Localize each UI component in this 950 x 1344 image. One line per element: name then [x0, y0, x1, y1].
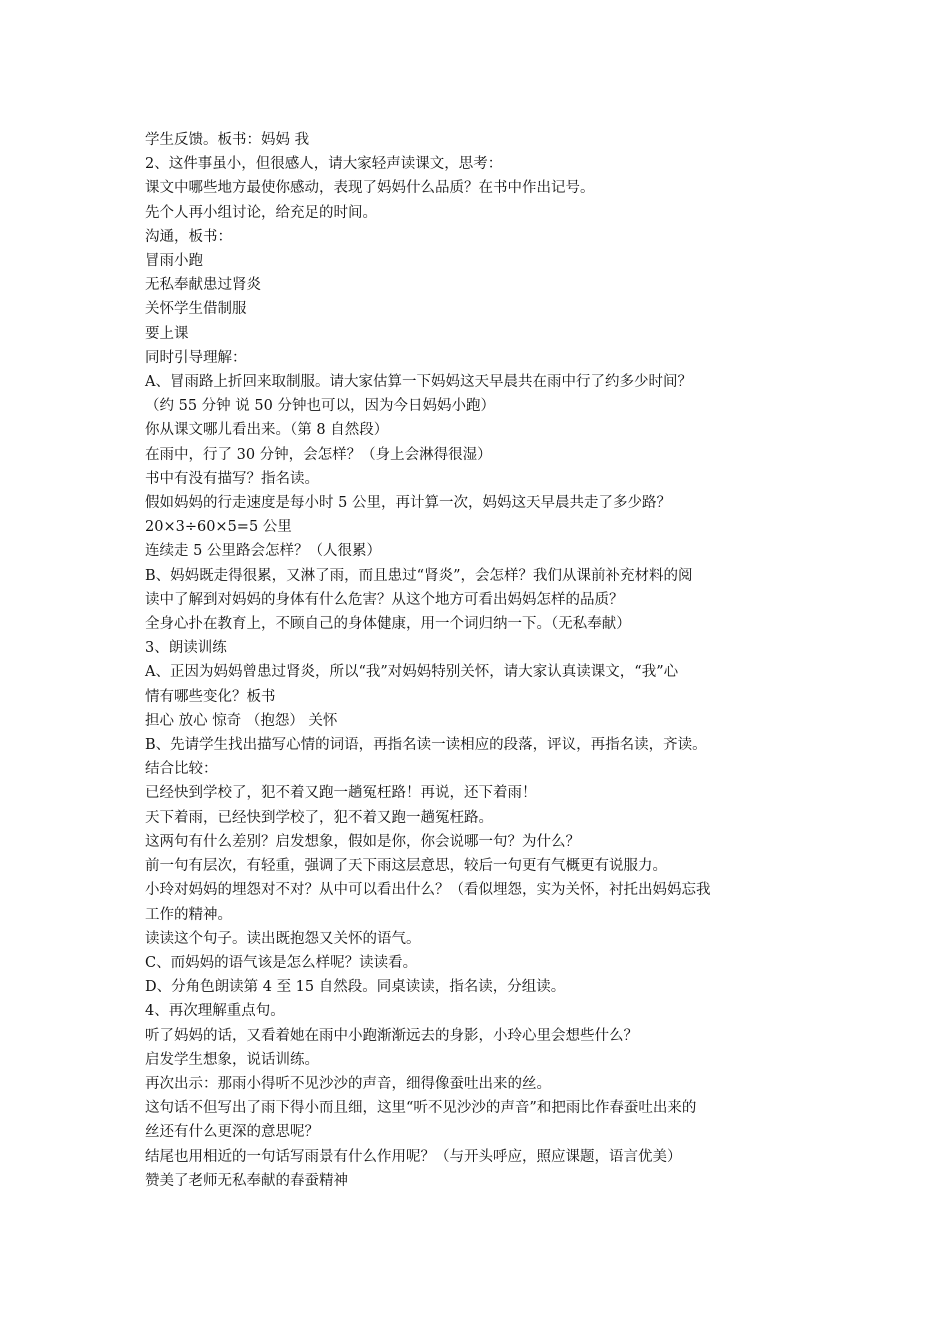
text-line: 担心 放心 惊奇 （抱怨） 关怀 [145, 712, 338, 729]
text-line: 3、朗读训练 [145, 640, 227, 657]
text-line: 听了妈妈的话，又看着她在雨中小跑渐渐远去的身影，小玲心里会想些什么？ [145, 1027, 638, 1044]
text-line: 再次出示：那雨小得听不见沙沙的声音，细得像蚕吐出来的丝。 [145, 1075, 551, 1092]
text-line: 丝还有什么更深的意思呢？ [145, 1124, 319, 1141]
text-line: 前一句有层次，有轻重，强调了天下雨这层意思，较后一句更有气概更有说服力。 [145, 858, 667, 875]
text-line: 天下着雨，已经快到学校了，犯不着又跑一趟冤枉路。 [145, 809, 493, 826]
text-line: 同时引导理解： [145, 349, 247, 366]
text-line: （约 55 分钟 说 50 分钟也可以，因为今日妈妈小跑） [145, 398, 495, 415]
text-line: 假如妈妈的行走速度是每小时 5 公里，再计算一次，妈妈这天早晨共走了多少路？ [145, 495, 671, 512]
text-line: 你从课文哪儿看出来。（第 8 自然段） [145, 422, 389, 439]
text-line: 读读这个句子。读出既抱怨又关怀的语气。 [145, 930, 421, 947]
text-line: A、正因为妈妈曾患过肾炎，所以“我”对妈妈特别关怀，请大家认真读课文，“我”心 [145, 664, 679, 681]
text-line: 情有哪些变化？板书 [145, 688, 276, 705]
document-body [145, 128, 810, 1193]
text-line: 工作的精神。 [145, 906, 232, 923]
text-line: 课文中哪些地方最使你感动，表现了妈妈什么品质？在书中作出记号。 [145, 180, 595, 197]
text-line: 关怀学生借制服 [145, 301, 247, 318]
text-line: 20×3÷60×5=5 公里 [145, 519, 292, 536]
text-line: 这两句有什么差别？启发想象，假如是你，你会说哪一句？为什么？ [145, 833, 580, 850]
text-line: 结尾也用相近的一句话写雨景有什么作用呢？（与开头呼应，照应课题，语言优美） [145, 1148, 682, 1165]
text-line: 沟通，板书： [145, 228, 232, 245]
text-line: 连续走 5 公里路会怎样？（人很累） [145, 543, 381, 560]
text-line: 在雨中，行了 30 分钟，会怎样？（身上会淋得很湿） [145, 446, 492, 463]
text-line: 4、再次理解重点句。 [145, 1003, 285, 1020]
text-line: 无私奉献患过肾炎 [145, 277, 261, 294]
text-line: 启发学生想象，说话训练。 [145, 1051, 319, 1068]
text-line: 这句话不但写出了雨下得小而且细，这里“听不见沙沙的声音”和把雨比作春蚕吐出来的 [145, 1100, 697, 1117]
text-line: D、分角色朗读第 4 至 15 自然段。同桌读读，指名读，分组读。 [145, 979, 566, 996]
text-line: 结合比较： [145, 761, 218, 778]
text-line: 全身心扑在教育上，不顾自己的身体健康，用一个词归纳一下。（无私奉献） [145, 616, 631, 633]
text-line: 赞美了老师无私奉献的春蚕精神 [145, 1172, 348, 1189]
text-line: 学生反馈。板书：妈妈 我 [145, 132, 310, 148]
text-line: C、而妈妈的语气该是怎么样呢？读读看。 [145, 954, 418, 971]
text-line: 书中有没有描写？指名读。 [145, 470, 319, 487]
text-line: A、冒雨路上折回来取制服。请大家估算一下妈妈这天早晨共在雨中行了约多少时间？ [145, 374, 692, 391]
text-line: 要上课 [145, 325, 189, 342]
text-line: 2、这件事虽小，但很感人，请大家轻声读课文，思考： [145, 156, 503, 173]
text-line: 已经快到学校了，犯不着又跑一趟冤枉路！再说，还下着雨！ [145, 785, 537, 802]
text-line: 先个人再小组讨论，给充足的时间。 [145, 204, 377, 221]
text-line: B、先请学生找出描写心情的词语，再指名读一读相应的段落，评议，再指名读，齐读。 [145, 737, 707, 754]
text-line: 读中了解到对妈妈的身体有什么危害？从这个地方可看出妈妈怎样的品质？ [145, 591, 624, 608]
text-line: 小玲对妈妈的埋怨对不对？从中可以看出什么？（看似埋怨，实为关怀，衬托出妈妈忘我 [145, 882, 711, 899]
text-line: B、妈妈既走得很累，又淋了雨，而且患过“肾炎”，会怎样？我们从课前补充材料的阅 [145, 567, 693, 584]
text-line: 冒雨小跑 [145, 253, 203, 270]
